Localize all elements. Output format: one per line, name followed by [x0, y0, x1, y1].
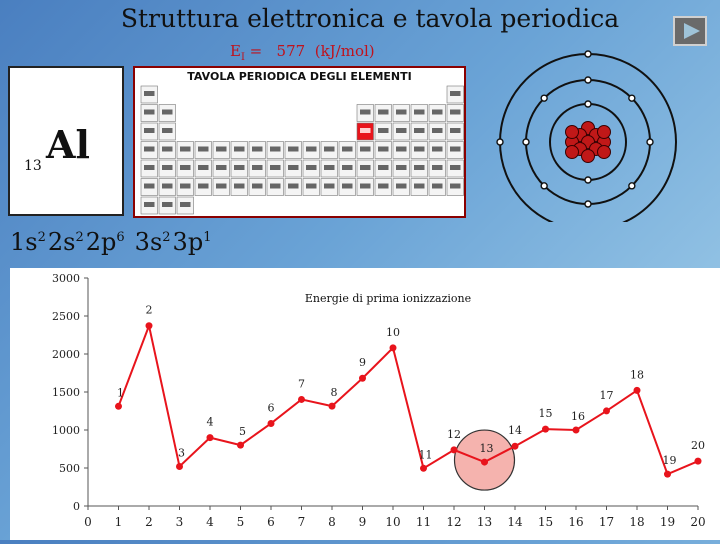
periodic-table-cell-mark: [234, 184, 245, 189]
x-tick-label: 9: [358, 515, 367, 529]
data-label: 6: [267, 401, 275, 415]
x-tick-label: 11: [415, 515, 432, 529]
data-point: [451, 446, 458, 453]
periodic-table-cell-mark: [360, 110, 371, 115]
data-point: [298, 396, 305, 403]
config-orbital: 2s: [47, 228, 76, 256]
electron: [585, 77, 591, 83]
periodic-table-cell-mark: [450, 184, 461, 189]
x-tick-label: 6: [267, 515, 275, 529]
periodic-table-cell-mark: [324, 147, 335, 152]
periodic-table-cell-mark: [324, 165, 335, 170]
periodic-table-cell-mark: [360, 147, 371, 152]
periodic-table-cell-mark: [144, 165, 155, 170]
y-tick-label: 2000: [52, 348, 80, 361]
data-label: 18: [630, 368, 644, 382]
element-symbol: Al: [46, 122, 90, 167]
periodic-table-cell-mark: [180, 184, 191, 189]
periodic-table-cell-mark: [378, 184, 389, 189]
periodic-table-cell-mark: [288, 165, 299, 170]
periodic-table-cell-mark: [162, 147, 173, 152]
periodic-table-cell-mark: [450, 165, 461, 170]
periodic-table-cell-mark: [378, 147, 389, 152]
x-tick-label: 5: [236, 515, 245, 529]
data-point: [603, 407, 610, 414]
x-tick-label: 0: [84, 515, 92, 529]
config-orbital: 1s: [10, 228, 38, 256]
periodic-table-cell-mark: [450, 147, 461, 152]
y-tick-label: 2500: [52, 310, 80, 323]
x-tick-label: 20: [690, 515, 706, 529]
data-point: [176, 463, 183, 470]
periodic-table-cell-mark: [270, 165, 281, 170]
electron: [541, 183, 547, 189]
periodic-table-grid: [135, 68, 464, 216]
periodic-table-cell-mark: [396, 184, 407, 189]
atomic-number: 13: [24, 158, 42, 174]
data-label: 12: [447, 427, 461, 441]
data-point: [207, 434, 214, 441]
y-tick-label: 3000: [52, 272, 80, 285]
data-label: 17: [599, 388, 614, 402]
data-label: 1: [117, 386, 124, 400]
periodic-table-cell-mark: [432, 110, 443, 115]
periodic-table-cell-mark: [378, 110, 389, 115]
element-card: [8, 66, 124, 216]
data-point: [390, 344, 397, 351]
periodic-table-cell-mark: [198, 184, 209, 189]
data-point: [268, 420, 275, 427]
electron: [629, 95, 635, 101]
nucleus-particle: [598, 126, 611, 139]
periodic-table-cell-mark: [360, 128, 371, 133]
nucleus-particle: [598, 146, 611, 159]
periodic-table-cell-mark: [324, 184, 335, 189]
periodic-table-cell-mark: [198, 165, 209, 170]
periodic-table-cell-mark: [306, 165, 317, 170]
periodic-table-cell-mark: [162, 128, 173, 133]
x-tick-label: 16: [568, 515, 584, 529]
x-tick-label: 13: [476, 515, 493, 529]
periodic-table-cell-mark: [396, 165, 407, 170]
data-label: 2: [145, 303, 153, 317]
x-tick-label: 15: [537, 515, 554, 529]
x-tick-label: 2: [145, 515, 153, 529]
y-tick-label: 500: [59, 462, 80, 475]
config-orbital: 3s: [134, 228, 163, 256]
periodic-table-cell-mark: [144, 202, 155, 207]
data-label: 15: [538, 407, 553, 421]
data-label: 19: [662, 454, 677, 468]
periodic-table-cell-mark: [450, 110, 461, 115]
data-point: [695, 458, 702, 465]
data-point: [329, 403, 336, 410]
x-tick-label: 8: [328, 515, 336, 529]
periodic-table-cell-mark: [396, 110, 407, 115]
periodic-table-cell-mark: [270, 184, 281, 189]
config-term: [86, 228, 125, 256]
ei-value: = 577 (kJ/mol): [244, 42, 375, 60]
x-tick-label: 3: [175, 515, 184, 529]
periodic-table-cell-mark: [342, 184, 353, 189]
bohr-atom-diagram: [488, 42, 688, 222]
periodic-table-cell-mark: [396, 147, 407, 152]
periodic-table-cell-mark: [252, 184, 263, 189]
periodic-table-cell-mark: [180, 165, 191, 170]
config-term: [48, 228, 84, 256]
slide-title: Struttura elettronica e tavola periodica: [120, 4, 620, 33]
periodic-table-cell-mark: [162, 165, 173, 170]
periodic-table-cell-mark: [180, 147, 191, 152]
periodic-table-cell-mark: [342, 165, 353, 170]
data-point: [420, 465, 427, 472]
config-term: [135, 228, 171, 256]
periodic-table-cell-mark: [288, 147, 299, 152]
periodic-table-cell-mark: [414, 128, 425, 133]
electron: [629, 183, 635, 189]
data-point: [512, 443, 519, 450]
electron: [647, 139, 653, 145]
data-label: 5: [239, 425, 246, 439]
data-label: 16: [571, 410, 585, 423]
periodic-table-cell-mark: [378, 165, 389, 170]
data-point: [237, 442, 244, 449]
electron: [585, 201, 591, 207]
config-exponent: 2: [162, 230, 171, 245]
y-tick-label: 0: [73, 500, 80, 513]
periodic-table-cell-mark: [306, 184, 317, 189]
data-label: 20: [691, 439, 705, 453]
periodic-table-cell-mark: [414, 110, 425, 115]
config-exponent: 6: [116, 230, 125, 245]
config-exponent: 2: [75, 230, 84, 245]
periodic-table-thumbnail: [133, 66, 466, 218]
ionization-energy-line: [230, 42, 375, 63]
periodic-table-cell-mark: [288, 184, 299, 189]
config-orbital: 2p: [85, 228, 117, 256]
nucleus-particle: [566, 126, 579, 139]
periodic-table-cell-mark: [216, 147, 227, 152]
periodic-table-cell-mark: [414, 165, 425, 170]
electron: [585, 177, 591, 183]
data-label: 8: [330, 386, 338, 400]
data-label: 11: [418, 448, 433, 462]
periodic-table-cell-mark: [162, 184, 173, 189]
periodic-table-cell-mark: [162, 110, 173, 115]
data-label: 7: [298, 377, 305, 391]
x-tick-label: 18: [629, 515, 645, 529]
periodic-table-cell-mark: [306, 147, 317, 152]
ei-subscript: I: [240, 52, 245, 63]
ionization-energy-chart: [10, 268, 720, 540]
data-label: 10: [386, 325, 400, 339]
config-orbital: 3p: [172, 228, 204, 256]
x-tick-label: 7: [297, 515, 306, 529]
y-tick-label: 1500: [52, 386, 80, 399]
data-label: 9: [359, 356, 366, 370]
config-term: [10, 228, 46, 256]
x-tick-label: 17: [598, 515, 615, 529]
data-point: [634, 387, 641, 394]
periodic-table-cell-mark: [144, 91, 155, 96]
electron: [585, 101, 591, 107]
periodic-table-cell-mark: [342, 147, 353, 152]
data-point: [542, 426, 549, 433]
electron: [497, 139, 503, 145]
periodic-table-cell-mark: [414, 147, 425, 152]
periodic-table-title: TAVOLA PERIODICA DEGLI ELEMENTI: [187, 70, 412, 83]
chart-panel: [10, 268, 720, 540]
electron: [541, 95, 547, 101]
periodic-table-cell-mark: [252, 165, 263, 170]
nucleus-particle: [566, 146, 579, 159]
y-tick-label: 1000: [52, 424, 80, 437]
periodic-table-cell-mark: [450, 91, 461, 96]
x-tick-label: 19: [659, 515, 676, 529]
data-point: [359, 375, 366, 382]
periodic-table-cell-mark: [414, 184, 425, 189]
periodic-table-cell-mark: [144, 147, 155, 152]
nucleus-particle: [582, 150, 595, 163]
periodic-table-cell-mark: [144, 128, 155, 133]
periodic-table-cell-mark: [216, 184, 227, 189]
periodic-table-cell-mark: [162, 202, 173, 207]
chart-title: Energie di prima ionizzazione: [304, 292, 472, 305]
periodic-table-cell-mark: [180, 202, 191, 207]
periodic-table-cell-mark: [378, 128, 389, 133]
electron: [523, 139, 529, 145]
periodic-table-cell-mark: [198, 147, 209, 152]
x-tick-label: 14: [507, 515, 523, 529]
ei-label: E: [230, 42, 241, 60]
periodic-table-cell-mark: [270, 147, 281, 152]
periodic-table-cell-mark: [216, 165, 227, 170]
x-tick-label: 1: [114, 515, 123, 529]
periodic-table-cell-mark: [360, 184, 371, 189]
x-tick-label: 10: [385, 515, 401, 529]
electron: [585, 51, 591, 57]
data-point: [481, 459, 488, 466]
periodic-table-cell-mark: [144, 110, 155, 115]
data-label: 14: [508, 424, 522, 438]
periodic-table-cell-mark: [144, 184, 155, 189]
periodic-table-cell-mark: [252, 147, 263, 152]
periodic-table-cell-mark: [432, 128, 443, 133]
periodic-table-cell-mark: [432, 147, 443, 152]
periodic-table-cell-mark: [432, 184, 443, 189]
periodic-table-cell-mark: [360, 165, 371, 170]
periodic-table-cell-mark: [432, 165, 443, 170]
data-label: 4: [206, 415, 214, 429]
data-point: [664, 471, 671, 478]
config-term: [173, 228, 212, 256]
data-point: [573, 427, 580, 434]
periodic-table-cell-mark: [450, 128, 461, 133]
periodic-table-cell-mark: [234, 147, 245, 152]
periodic-table-cell-mark: [396, 128, 407, 133]
x-tick-label: 4: [206, 515, 214, 529]
data-label: 13: [479, 442, 494, 456]
x-tick-label: 12: [446, 515, 462, 529]
data-point: [146, 322, 153, 329]
electron-configuration: [10, 228, 213, 256]
config-exponent: 1: [203, 230, 212, 245]
periodic-table-cell-mark: [234, 165, 245, 170]
config-exponent: 2: [37, 230, 46, 245]
data-point: [115, 403, 122, 410]
data-label: 3: [178, 446, 185, 460]
